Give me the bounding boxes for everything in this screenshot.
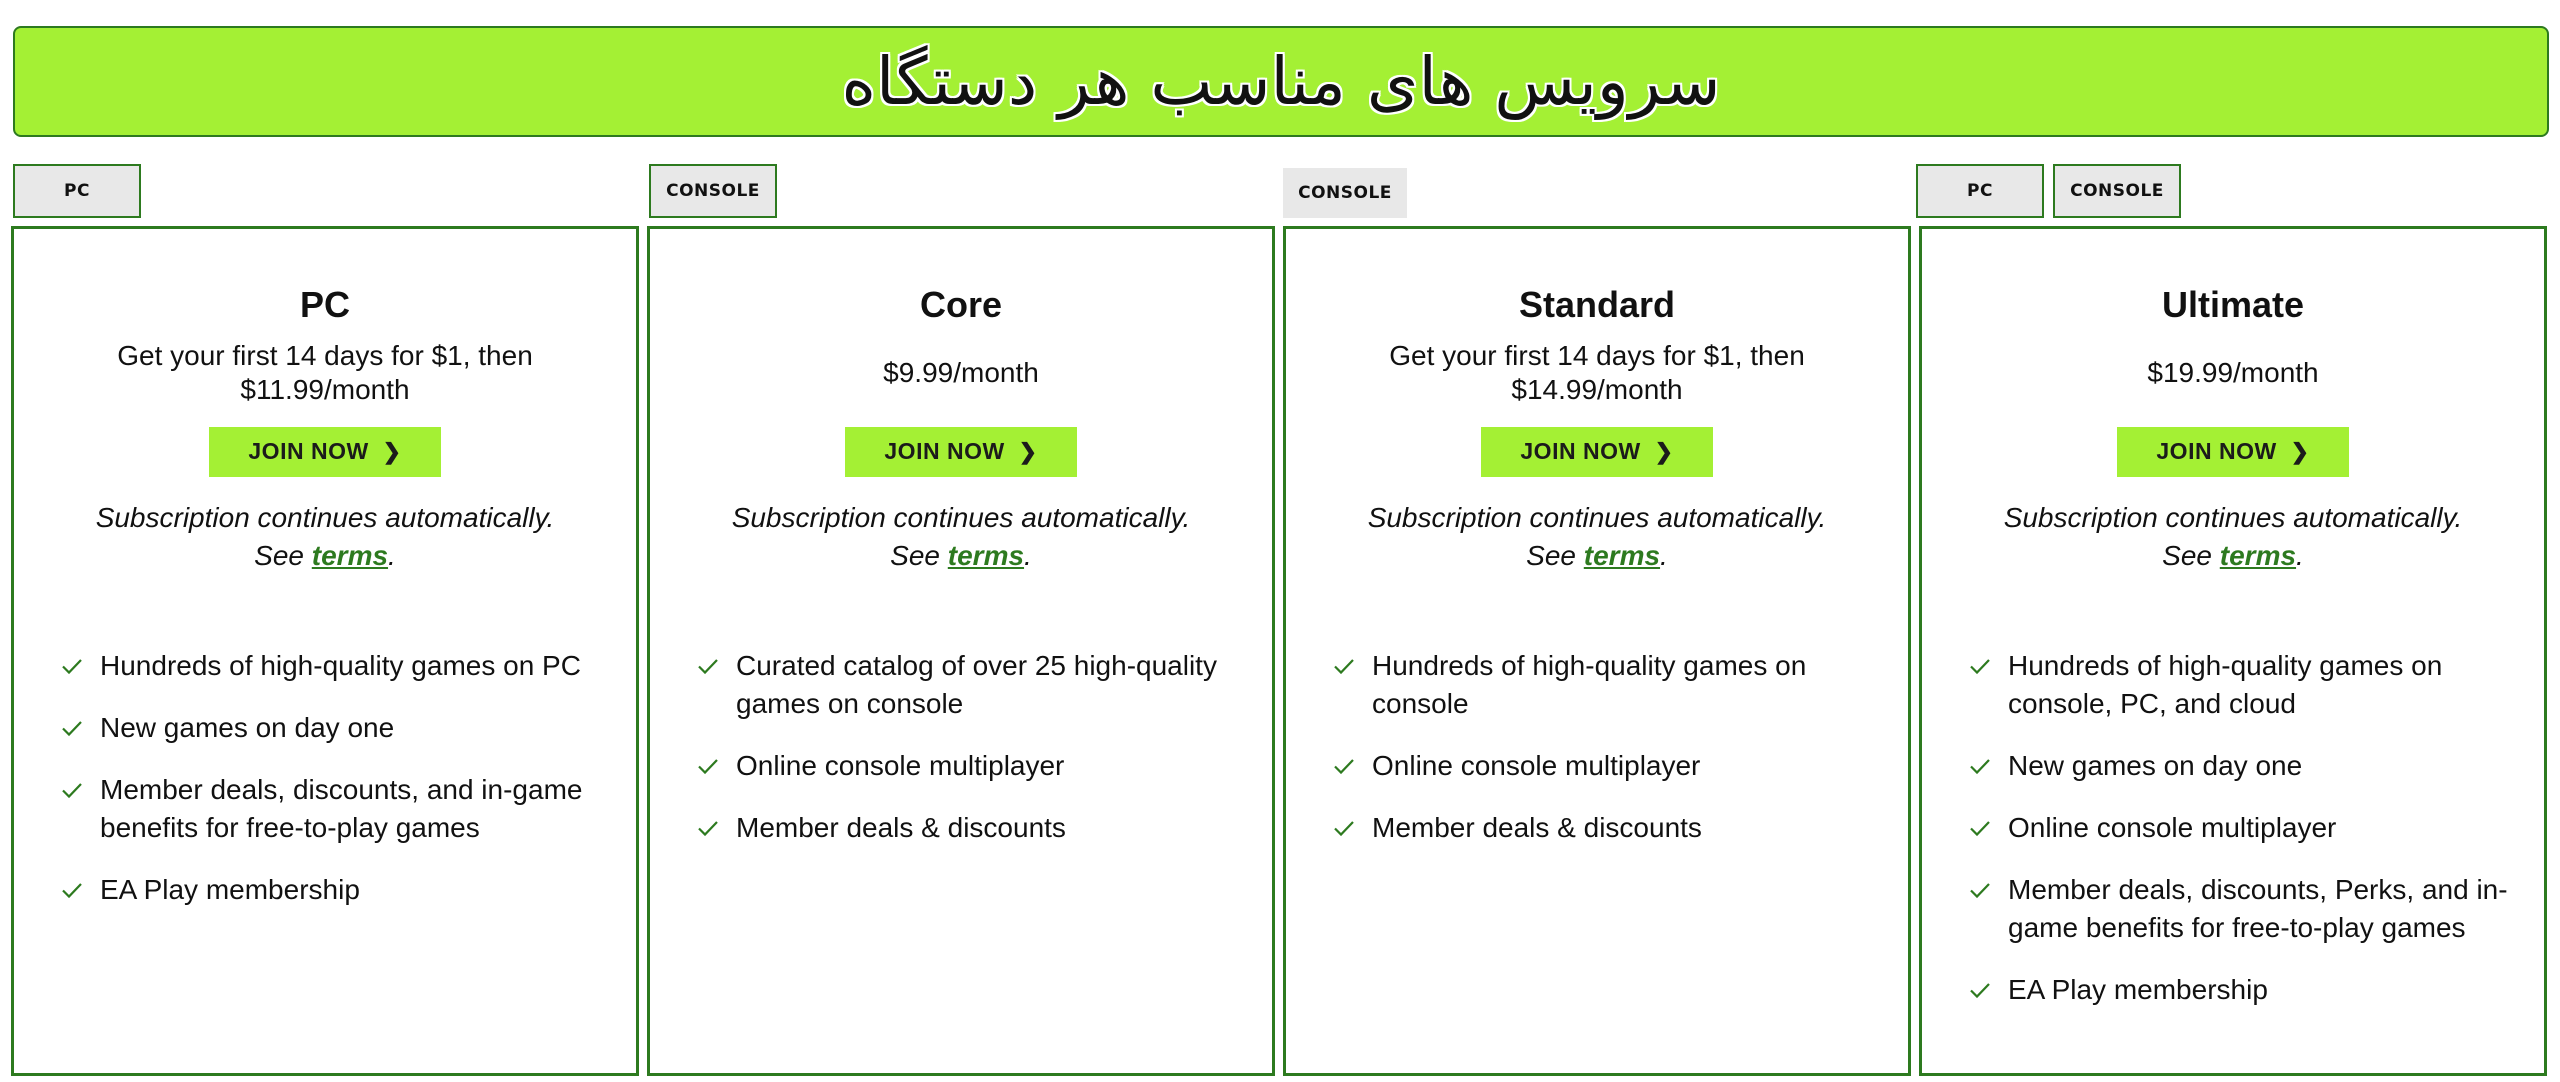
subscription-note [14, 499, 636, 575]
subscription-note-text: Subscription continues automatically. [731, 501, 1191, 533]
join-now-button[interactable] [845, 427, 1077, 477]
checkmark-icon [60, 871, 100, 909]
feature-text: Member deals & discounts [736, 811, 1066, 843]
chevron-right-icon: ❯ [382, 438, 402, 464]
feature-text: New games on day one [100, 711, 395, 743]
subscription-note [650, 499, 1272, 575]
platform-tag-pc: PC [13, 164, 141, 218]
see-text: See [254, 539, 304, 571]
plan-column-core [647, 164, 1275, 843]
terms-link[interactable]: terms [311, 539, 389, 571]
plan-price: Get your first 14 days for $1, then $14.99/month [1389, 339, 1805, 405]
plan-card-ultimate [1919, 226, 2547, 1076]
feature-text: Hundreds of high-quality games on PC [100, 649, 581, 681]
feature-text: Online console multiplayer [1372, 749, 1701, 781]
checkmark-icon [696, 747, 736, 785]
checkmark-icon [1332, 809, 1372, 847]
join-now-button[interactable] [2117, 427, 2349, 477]
plan-price: Get your first 14 days for $1, then $11.99/month [117, 339, 533, 405]
feature-list [696, 647, 1242, 847]
terms-link[interactable]: terms [2219, 539, 2297, 571]
checkmark-icon [1968, 971, 2008, 1009]
checkmark-icon [60, 647, 100, 685]
see-text: See [2162, 539, 2212, 571]
platform-tag-console: CONSOLE [2053, 164, 2181, 218]
terms-link[interactable]: terms [947, 539, 1025, 571]
feature-item [1968, 971, 2514, 1009]
feature-item [1332, 747, 1878, 785]
plan-name: Standard [1518, 284, 1676, 325]
platform-tag-console: CONSOLE [1283, 168, 1407, 218]
platform-tags [11, 164, 639, 226]
checkmark-icon [696, 647, 736, 685]
feature-text: Curated catalog of over 25 high-quality games on console [736, 649, 1217, 719]
plan-name: PC [299, 284, 350, 325]
period-text: . [1660, 539, 1668, 571]
checkmark-icon [1968, 747, 2008, 785]
checkmark-icon [1968, 647, 2008, 685]
period-text: . [1024, 539, 1032, 571]
feature-text: Hundreds of high-quality games on console, PC, and cloud [2008, 649, 2443, 719]
terms-link[interactable]: terms [1583, 539, 1661, 571]
chevron-right-icon: ❯ [1018, 438, 1038, 464]
feature-item [1332, 809, 1878, 847]
feature-item [60, 771, 606, 847]
see-text: See [890, 539, 940, 571]
checkmark-icon [1968, 809, 2008, 847]
feature-item [696, 747, 1242, 785]
plan-name: Ultimate [2161, 284, 2305, 325]
platform-tags [1283, 164, 1911, 226]
feature-list [1968, 647, 2514, 1009]
checkmark-icon [1968, 871, 2008, 909]
checkmark-icon [1332, 647, 1372, 685]
plan-card-standard [1283, 226, 1911, 1076]
feature-text: Member deals & discounts [1372, 811, 1702, 843]
feature-item [696, 809, 1242, 847]
chevron-right-icon: ❯ [1654, 438, 1674, 464]
feature-item [1968, 871, 2514, 947]
period-text: . [388, 539, 396, 571]
page-title: سرویس های مناسب هر دستگاه [841, 42, 1721, 120]
plan-column-ultimate [1919, 164, 2547, 1005]
feature-text: New games on day one [2008, 749, 2303, 781]
feature-item [696, 647, 1242, 723]
period-text: . [2296, 539, 2304, 571]
platform-tags [647, 164, 1275, 226]
subscription-note-text: Subscription continues automatically. [1367, 501, 1827, 533]
feature-item [60, 647, 606, 685]
platform-tag-console: CONSOLE [649, 164, 777, 218]
join-now-button[interactable] [209, 427, 441, 477]
subscription-note-text: Subscription continues automatically. [95, 501, 555, 533]
subscription-note [1286, 499, 1908, 575]
feature-item [1968, 809, 2514, 847]
checkmark-icon [696, 809, 736, 847]
plan-name: Core [919, 284, 1003, 325]
feature-item [1968, 647, 2514, 723]
checkmark-icon [60, 771, 100, 809]
join-now-button[interactable] [1481, 427, 1713, 477]
feature-text: Online console multiplayer [2008, 811, 2337, 843]
plan-card-pc [11, 226, 639, 1076]
feature-text: EA Play membership [100, 873, 360, 905]
feature-text: Hundreds of high-quality games on console [1372, 649, 1807, 719]
platform-tag-pc: PC [1916, 164, 2044, 218]
feature-list [1332, 647, 1878, 847]
feature-text: EA Play membership [2008, 973, 2268, 1005]
plan-column-pc [11, 164, 639, 905]
plan-column-standard [1283, 164, 1911, 843]
chevron-right-icon: ❯ [2290, 438, 2310, 464]
subscription-note [1922, 499, 2544, 575]
join-now-label: JOIN NOW [248, 438, 369, 465]
join-now-label: JOIN NOW [1520, 438, 1641, 465]
plan-price: $19.99/month [2147, 356, 2319, 388]
checkmark-icon [1332, 747, 1372, 785]
page-banner [13, 26, 2549, 137]
see-text: See [1526, 539, 1576, 571]
feature-text: Online console multiplayer [736, 749, 1065, 781]
join-now-label: JOIN NOW [2156, 438, 2277, 465]
join-now-label: JOIN NOW [884, 438, 1005, 465]
checkmark-icon [60, 709, 100, 747]
feature-text: Member deals, discounts, Perks, and in-game benefits for free-to-play games [2008, 873, 2508, 943]
feature-item [60, 871, 606, 909]
plan-price: $9.99/month [883, 356, 1039, 388]
platform-tags [1919, 164, 2547, 226]
subscription-note-text: Subscription continues automatically. [2003, 501, 2463, 533]
feature-item [1968, 747, 2514, 785]
feature-text: Member deals, discounts, and in-game benefits for free-to-play games [100, 773, 583, 843]
plan-card-core [647, 226, 1275, 1076]
feature-list [60, 647, 606, 909]
feature-item [1332, 647, 1878, 723]
feature-item [60, 709, 606, 747]
